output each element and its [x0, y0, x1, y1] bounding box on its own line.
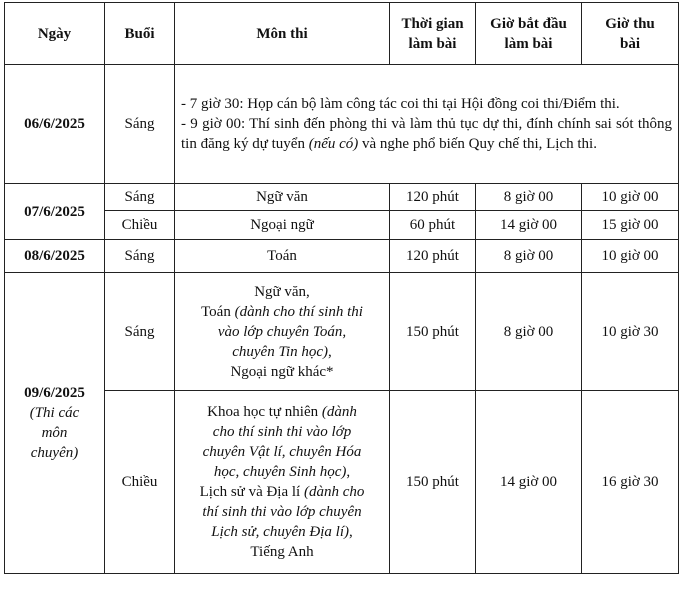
- table-row: [5, 391, 679, 574]
- date-note-line: (Thi các: [29, 405, 80, 421]
- subject-cell: Ngữ văn: [175, 184, 390, 211]
- subject-line: [179, 462, 385, 482]
- note-italic: (nếu có): [308, 136, 359, 152]
- session-cell: Sáng: [105, 65, 175, 184]
- session-cell: Sáng: [105, 240, 175, 273]
- subject-cell: Ngoại ngữ: [175, 211, 390, 240]
- start-cell: 14 giờ 00: [476, 211, 582, 240]
- header-end: [582, 3, 679, 65]
- header-end-line: Giờ thu: [605, 15, 655, 32]
- subject-line: [179, 402, 385, 422]
- subject-cell: Toán: [175, 240, 390, 273]
- header-subject: Môn thi: [175, 3, 390, 65]
- subject-cell: [175, 391, 390, 574]
- subject-line: [179, 482, 385, 502]
- subject-text: ,: [328, 343, 332, 360]
- note-text: và nghe phổ biến Quy chế thi, Lịch thi.: [358, 136, 597, 152]
- start-cell: 8 giờ 00: [476, 184, 582, 211]
- subject-italic: (dành cho thí sinh thi: [234, 303, 363, 320]
- note-line: - 7 giờ 30: Họp cán bộ làm công tác coi thi tại Hội đồng coi thi/Điểm thi.: [181, 96, 620, 112]
- date-text: 09/6/2025: [24, 385, 85, 401]
- session-cell: Chiều: [105, 211, 175, 240]
- duration-cell: 120 phút: [390, 240, 476, 273]
- table-row: [5, 211, 679, 240]
- header-duration-line: làm bài: [408, 35, 457, 52]
- date-note-line: môn: [41, 425, 68, 441]
- table-row: [5, 65, 679, 184]
- exam-schedule: [4, 2, 678, 574]
- session-cell: Chiều: [105, 391, 175, 574]
- end-cell: 16 giờ 30: [582, 391, 679, 574]
- start-cell: 8 giờ 00: [476, 240, 582, 273]
- header-duration-line: Thời gian: [401, 15, 464, 32]
- preparation-notes: [175, 65, 679, 184]
- header-row: [5, 3, 679, 65]
- subject-line: cho thí sinh thi vào lớp: [212, 424, 352, 440]
- subject-line: chuyên Vật lí, chuyên Hóa: [202, 444, 362, 460]
- header-duration: [390, 3, 476, 65]
- subject-text: ,: [349, 524, 353, 540]
- end-cell: 10 giờ 00: [582, 240, 679, 273]
- duration-cell: 120 phút: [390, 184, 476, 211]
- subject-line: thí sinh thi vào lớp chuyên: [202, 504, 362, 520]
- subject-italic: (dành cho: [303, 484, 365, 500]
- subject-italic: Lịch sử, chuyên Địa lí): [211, 524, 349, 540]
- duration-cell: 150 phút: [390, 391, 476, 574]
- note-line: [181, 114, 672, 154]
- date-cell: 07/6/2025: [5, 184, 105, 240]
- duration-cell: 60 phút: [390, 211, 476, 240]
- start-cell: 8 giờ 00: [476, 273, 582, 391]
- end-cell: 10 giờ 00: [582, 184, 679, 211]
- start-cell: 14 giờ 00: [476, 391, 582, 574]
- date-cell: 08/6/2025: [5, 240, 105, 273]
- subject-line: [179, 342, 385, 362]
- subject-cell: [175, 273, 390, 391]
- date-cell: [5, 273, 105, 574]
- date-cell: 06/6/2025: [5, 65, 105, 184]
- subject-text: ,: [346, 464, 351, 480]
- exam-schedule-table: [4, 2, 679, 574]
- header-start: [476, 3, 582, 65]
- header-end-line: bài: [619, 35, 640, 52]
- header-start-line: làm bài: [504, 35, 553, 52]
- table-row: [5, 273, 679, 391]
- table-row: [5, 184, 679, 211]
- session-cell: Sáng: [105, 184, 175, 211]
- header-start-line: Giờ bắt đầu: [490, 15, 567, 32]
- subject-line: [179, 302, 385, 322]
- header-date: Ngày: [5, 3, 105, 65]
- subject-line: Ngoại ngữ khác*: [230, 363, 334, 380]
- session-cell: Sáng: [105, 273, 175, 391]
- subject-line: [179, 522, 385, 542]
- subject-line: vào lớp chuyên Toán,: [217, 323, 347, 340]
- end-cell: 10 giờ 30: [582, 273, 679, 391]
- subject-italic: học, chuyên Sinh học): [213, 464, 347, 480]
- duration-cell: 150 phút: [390, 273, 476, 391]
- subject-text: Khoa học tự nhiên: [207, 404, 322, 420]
- subject-line: Ngữ văn,: [254, 283, 310, 300]
- table-row: [5, 240, 679, 273]
- subject-text: Lịch sử và Địa lí: [199, 484, 304, 500]
- end-cell: 15 giờ 00: [582, 211, 679, 240]
- note-text: - 9 giờ 00: Thí sinh đến phòng thi và làm thủ tục dự thi, đính chính sai sót thông tin đăng ký dự tuyển: [181, 116, 672, 152]
- header-session: Buổi: [105, 3, 175, 65]
- subject-italic: chuyên Tin học): [232, 343, 329, 360]
- date-note-line: chuyên): [30, 445, 79, 461]
- subject-line: Tiếng Anh: [250, 544, 314, 560]
- subject-text: Toán: [201, 303, 235, 320]
- subject-italic: (dành: [321, 404, 357, 420]
